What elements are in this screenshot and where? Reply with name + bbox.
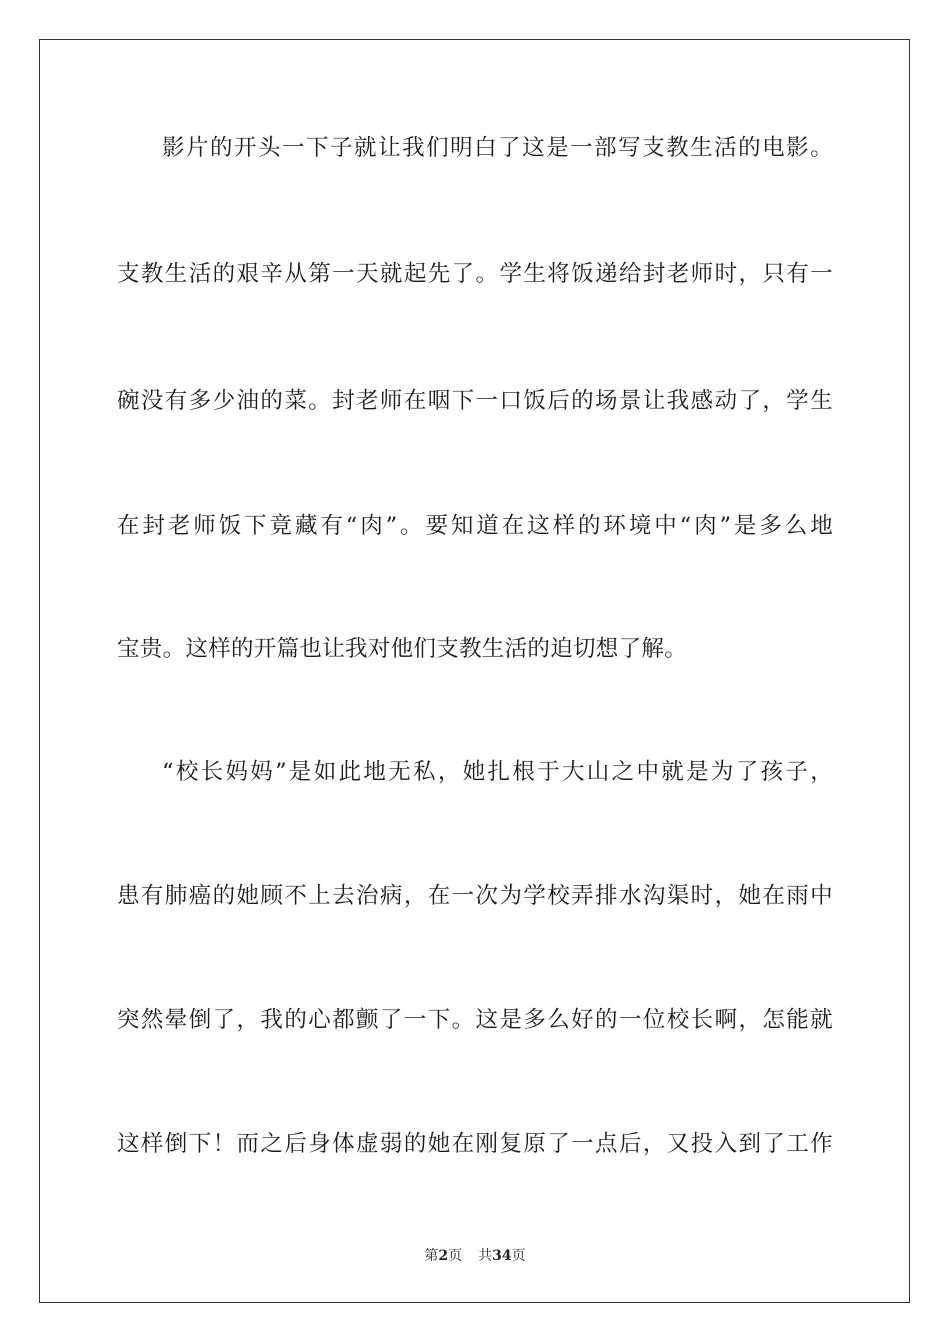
page-prefix: 第: [424, 1248, 439, 1264]
paragraph-line: 在封老师饭下竟藏有“肉”。要知道在这样的环境中“肉”是多么地: [117, 513, 833, 539]
paragraph-line: 突然晕倒了，我的心都颤了一下。这是多么好的一位校长啊，怎能就: [117, 1007, 833, 1033]
paragraph-line: 碗没有多少油的菜。封老师在咽下一口饭后的场景让我感动了，学生: [117, 388, 833, 414]
paragraph-line: “校长妈妈”是如此地无私，她扎根于大山之中就是为了孩子，: [162, 759, 833, 785]
paragraph-line: 支教生活的艰辛从第一天就起先了。学生将饭递给封老师时，只有一: [117, 261, 833, 287]
total-pages: 34: [492, 1248, 512, 1264]
paragraph-line: 患有肺癌的她顾不上去治病，在一次为学校弄排水沟渠时，她在雨中: [117, 883, 833, 909]
page-border: [39, 39, 910, 1303]
paragraph-line: 影片的开头一下子就让我们明白了这是一部写支教生活的电影。: [162, 135, 833, 161]
page-number: 2: [438, 1248, 449, 1264]
page-footer: [0, 1246, 950, 1266]
paragraph-line: 这样倒下！而之后身体虚弱的她在刚复原了一点后，又投入到了工作: [117, 1131, 833, 1157]
page-suffix: 页: [448, 1248, 463, 1264]
total-prefix: 共: [478, 1248, 493, 1264]
total-suffix: 页: [511, 1248, 526, 1264]
paragraph-line: 宝贵。这样的开篇也让我对他们支教生活的迫切想了解。: [117, 636, 688, 662]
